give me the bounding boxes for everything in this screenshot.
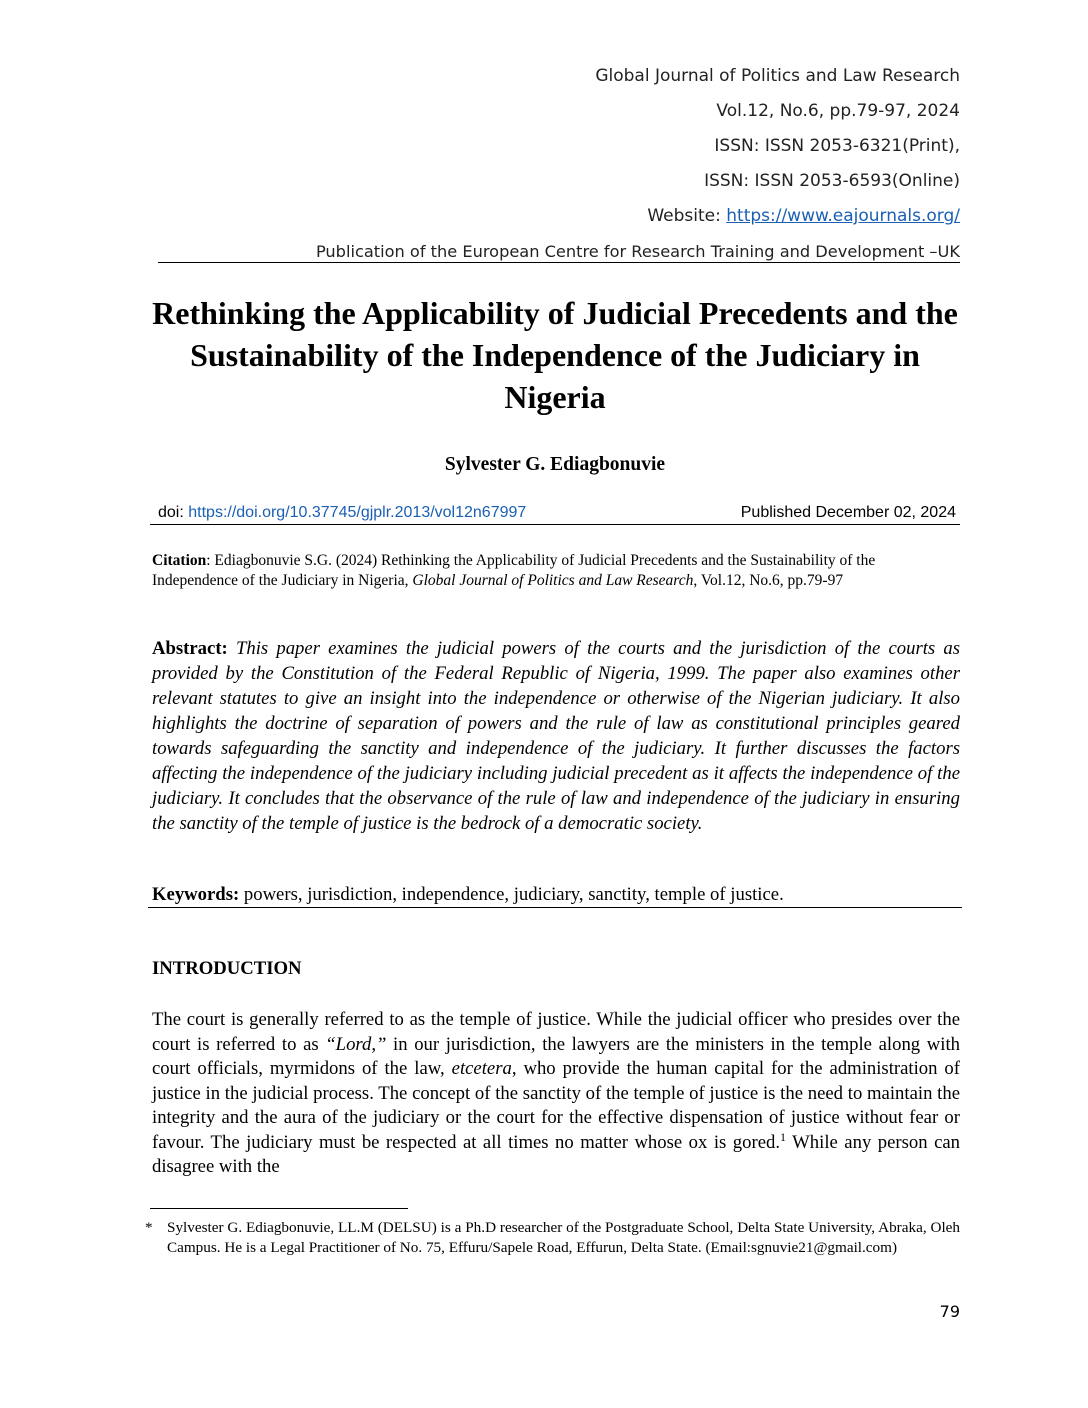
footnote-ref[interactable]: 1 bbox=[780, 1129, 787, 1144]
abstract-label: Abstract: bbox=[152, 638, 228, 659]
intro-text-1: The court is generally referred to as the temple of justice. While the judicial officer who presides over the court is referred to as bbox=[152, 1009, 960, 1055]
keywords-text: powers, jurisdiction, independence, judiciary, sanctity, temple of justice. bbox=[243, 884, 784, 905]
section-heading-introduction: INTRODUCTION bbox=[152, 958, 302, 979]
publication-line: Publication of the European Centre for Research Training and Development –UK bbox=[158, 242, 960, 263]
citation-journal: Global Journal of Politics and Law Research bbox=[412, 572, 694, 589]
page-number: 79 bbox=[939, 1302, 960, 1321]
footnote-text: Sylvester G. Ediagbonuvie, LL.M (DELSU) is a Ph.D researcher of the Postgraduate School, Delta State University, Abraka, Oleh Campus. He is a Legal Practitioner of No. 75, Effuru/Sapele Road, Effurun, Delta State. (Email:sgnuvie21@gmail.com) bbox=[167, 1219, 960, 1256]
abstract bbox=[152, 636, 960, 836]
author-name: Sylvester G. Ediagbonuvie bbox=[444, 454, 666, 475]
doi-line bbox=[150, 502, 960, 525]
doi-label: doi: bbox=[158, 504, 189, 521]
volume-info: Vol.12, No.6, pp.79-97, 2024 bbox=[716, 101, 960, 121]
website-label: Website: bbox=[647, 206, 727, 226]
citation-label: Citation bbox=[152, 552, 207, 569]
published-date: Published December 02, 2024 bbox=[740, 504, 956, 521]
issn-online: ISSN: ISSN 2053-6593(Online) bbox=[704, 171, 960, 191]
intro-text-3: , who provide the human capital for the administration of justice in the judicial process. The concept of the sanctity of the temple of justice is the need to maintain the integrity and the aura of the judiciary or the court for the effective dispensation of justice without fear or favour. The judiciary must be respected at all times no matter whose ox is gored. bbox=[152, 1058, 960, 1153]
introduction-paragraph bbox=[152, 1008, 960, 1180]
paper-title: Rethinking the Applicability of Judicial Precedents and the Sustainability of the Independence of the Judiciary in Nigeria bbox=[152, 295, 958, 415]
abstract-text: This paper examines the judicial powers of the courts and the jurisdiction of the courts as provided by the Constitution of the Federal Republic of Nigeria, 1999. The paper also examines other relevant statutes to give an insight into the independence or otherwise of the Nigerian judiciary. It also highlights the doctrine of separation of powers and the rule of law as constitutional principles geared towards safeguarding the sanctity and independence of the judiciary. It further discusses the factors affecting the independence of the judiciary including judicial precedent as it affects the independence of the judiciary. It concludes that the observance of the rule of law and independence of the judiciary in ensuring the sanctity of the temple of justice is the bedrock of a democratic society. bbox=[152, 638, 960, 834]
footnote-divider bbox=[150, 1208, 408, 1209]
citation bbox=[152, 551, 960, 591]
website-line bbox=[647, 206, 960, 226]
footnote-mark: * bbox=[145, 1219, 153, 1236]
journal-name: Global Journal of Politics and Law Research bbox=[595, 66, 960, 86]
keywords-label: Keywords: bbox=[152, 884, 240, 905]
citation-text: : Ediagbonuvie S.G. (2024) Rethinking the Applicability of Judicial Precedents and the Sustainability of the Independence of the Judiciary in Nigeria, bbox=[152, 552, 876, 589]
intro-text-4: While any person can disagree with the bbox=[152, 1131, 960, 1177]
intro-text-2: in our jurisdiction, the lawyers are the ministers in the temple along with court officials, myrmidons of the law, bbox=[152, 1033, 960, 1079]
doi-link[interactable]: https://doi.org/10.37745/gjplr.2013/vol12n67997 bbox=[188, 504, 527, 521]
footnote bbox=[145, 1218, 960, 1258]
citation-text-end: , Vol.12, No.6, pp.79-97 bbox=[693, 572, 844, 589]
intro-lord: “Lord,” bbox=[325, 1033, 387, 1055]
doi bbox=[158, 502, 526, 524]
keywords bbox=[148, 882, 962, 908]
issn-print: ISSN: ISSN 2053-6321(Print), bbox=[714, 136, 960, 156]
intro-etcetera: etcetera bbox=[451, 1058, 512, 1079]
website-link[interactable]: https://www.eajournals.org/ bbox=[726, 206, 960, 226]
